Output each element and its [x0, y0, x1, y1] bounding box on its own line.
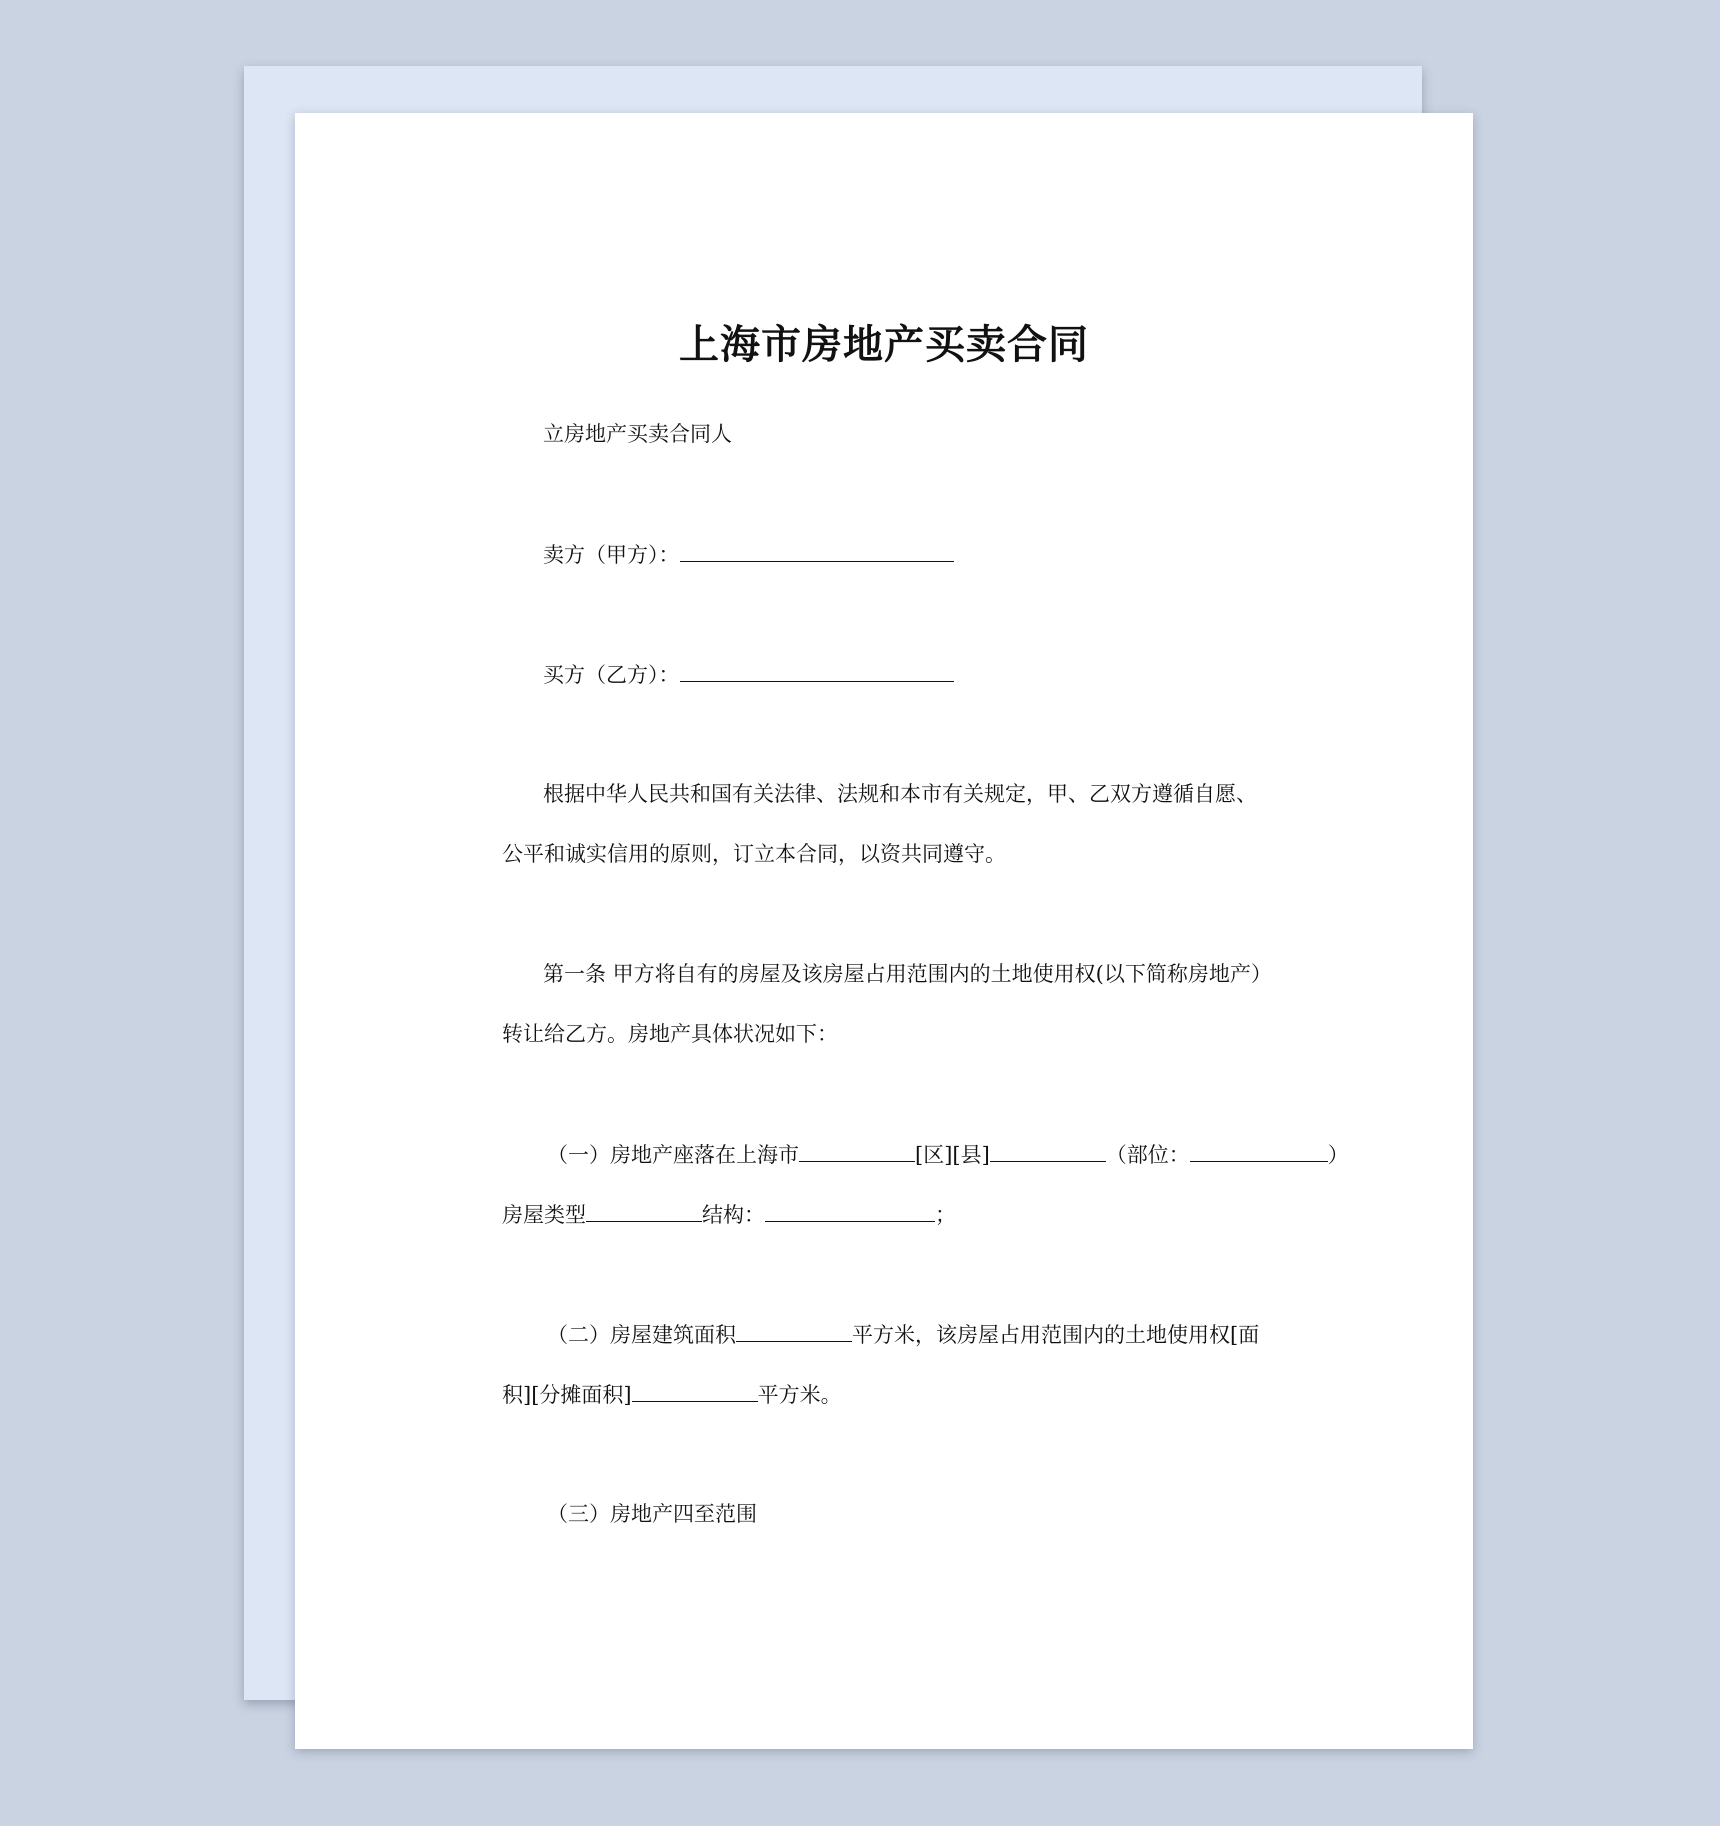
- city-blank[interactable]: [799, 1139, 915, 1162]
- item1-end: ；: [935, 1203, 956, 1227]
- buyer-blank[interactable]: [680, 659, 954, 682]
- seller-blank[interactable]: [680, 539, 954, 562]
- item3-line: （三）房地产四至范围: [547, 1502, 757, 1526]
- article1-line-1: 第一条 甲方将自有的房屋及该房屋占用范围内的土地使用权(以下简称房地产）: [543, 962, 1272, 986]
- item2-prefix: （二）房屋建筑面积: [547, 1323, 736, 1347]
- item1-line-2: [502, 1199, 956, 1230]
- item2-line-1: [547, 1319, 1259, 1350]
- preamble-line-1: 根据中华人民共和国有关法律、法规和本市有关规定，甲、乙双方遵循自愿、: [543, 782, 1257, 806]
- seller-label: 卖方（甲方）：: [543, 543, 680, 567]
- house-type-label: 房屋类型: [502, 1203, 586, 1227]
- location-label: （部位：: [1105, 1143, 1190, 1167]
- buyer-line: [543, 659, 954, 690]
- item2-line2-suffix: 平方米。: [757, 1383, 842, 1407]
- buyer-label: 买方（乙方）：: [543, 663, 680, 687]
- item2-line-2: [502, 1379, 842, 1410]
- location-blank[interactable]: [1190, 1139, 1328, 1162]
- house-type-blank[interactable]: [586, 1199, 702, 1222]
- structure-label: 结构：: [702, 1203, 765, 1227]
- structure-blank[interactable]: [765, 1199, 935, 1222]
- land-area-blank[interactable]: [632, 1379, 758, 1402]
- district-label: [区][县]: [915, 1143, 990, 1167]
- contract-page: [295, 113, 1473, 1749]
- building-area-blank[interactable]: [736, 1319, 852, 1342]
- location-close: ）: [1327, 1143, 1349, 1167]
- item1-prefix: （一）房地产座落在上海市: [547, 1143, 799, 1167]
- contract-title: 上海市房地产买卖合同: [679, 322, 1089, 368]
- seller-line: [543, 539, 954, 570]
- article1-line-2: 转让给乙方。房地产具体状况如下：: [502, 1022, 838, 1046]
- district-blank[interactable]: [990, 1139, 1106, 1162]
- item1-line-1: [547, 1139, 1349, 1170]
- preamble-line-2: 公平和诚实信用的原则，订立本合同，以资共同遵守。: [502, 842, 1006, 866]
- item2-line2-prefix: 积][分摊面积]: [502, 1383, 632, 1407]
- item2-middle: 平方米，该房屋占用范围内的土地使用权[面: [852, 1323, 1260, 1347]
- intro-line: 立房地产买卖合同人: [543, 422, 732, 446]
